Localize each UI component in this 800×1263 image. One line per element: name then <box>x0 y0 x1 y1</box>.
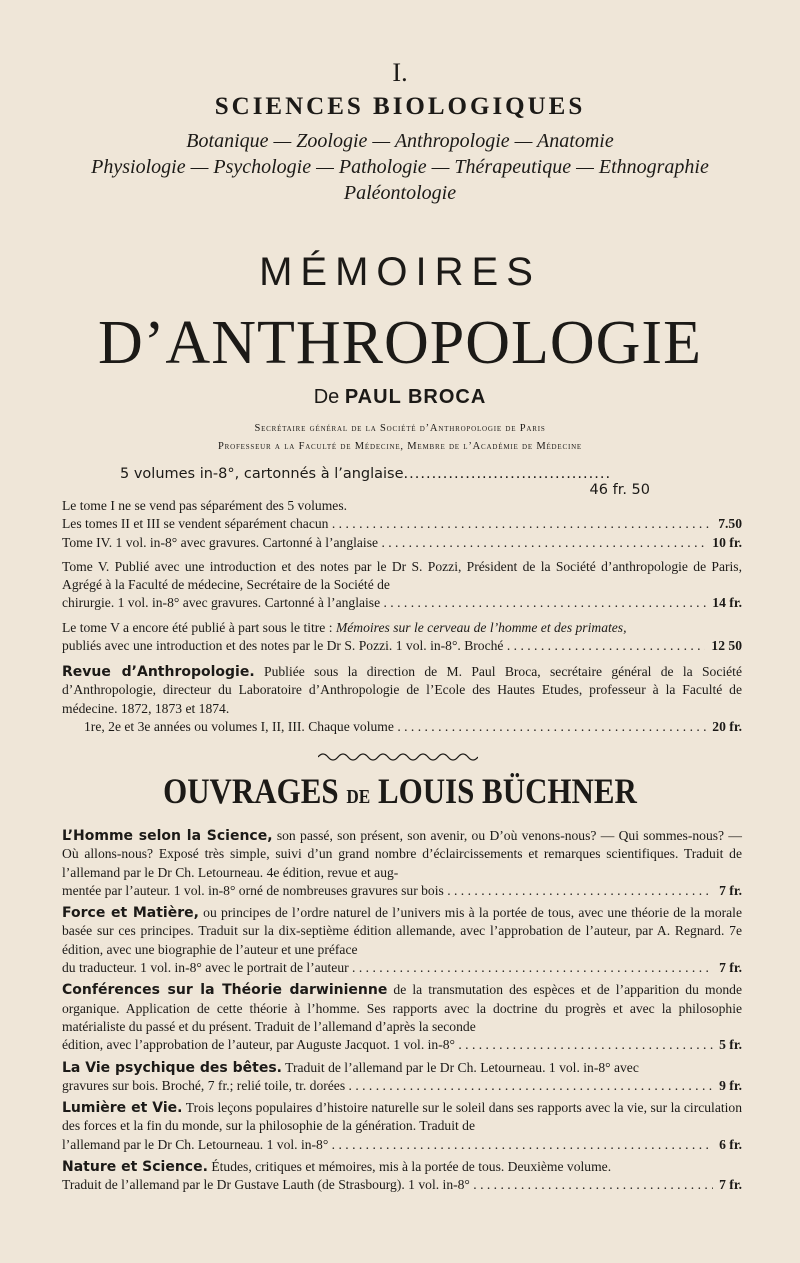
tome-4-price: 10 fr. <box>712 534 742 550</box>
subjects-line-3: Paléontologie <box>343 182 457 204</box>
buchner-title-a: OUVRAGES <box>163 771 339 811</box>
buchner-entry-lead: édition, avec l’approbation de l’auteur, par Auguste Jacquot. 1 vol. in-8° . . . <box>62 1036 713 1054</box>
buchner-entry-lead: gravures sur bois. Broché, 7 fr.; relié toile, tr. dorées . . . <box>62 1077 713 1095</box>
book-title-memoires: MÉMOIRES <box>259 250 541 294</box>
buchner-entry-head: Conférences sur la Théorie darwinienne <box>62 982 388 999</box>
buchner-entry-price: 5 fr. <box>719 1037 742 1053</box>
buchner-title-c: LOUIS BÜCHNER <box>377 771 637 811</box>
buchner-entry-text: Trois leçons populaires d’histoire naturelle sur le soleil dans ses rapports avec la vie, sur la circulation des forces et la fin du monde, sur la philosophie de la génération. Traduit de <box>62 1100 743 1134</box>
tome-5b-italic-title: Mémoires sur le cerveau de l’homme et des primates, <box>335 619 627 635</box>
author-role-2: Professeur a la Faculté de Médecine, Membre de l’Académie de Médecine <box>217 441 583 452</box>
buchner-entry-6 <box>62 1158 742 1195</box>
tome-5b-price: 12 50 <box>711 638 742 654</box>
tome1-note: Le tome I ne se vend pas séparément des 5 volumes. <box>62 498 348 513</box>
buchner-entry-head: Nature et Science. <box>62 1159 208 1176</box>
volumes-price: 46 fr. 50 <box>589 482 650 498</box>
revue-heading: Revue d’Anthropologie. <box>62 664 255 680</box>
buchner-entry-1 <box>62 827 742 900</box>
buchner-entry-2 <box>62 904 742 977</box>
buchner-entry-3 <box>62 981 742 1054</box>
buchner-entry-price-line <box>62 1176 742 1194</box>
book-title-anthropologie: D’ANTHROPOLOGIE <box>98 309 702 377</box>
buchner-entry-lead: l’allemand par le Dr Ch. Letourneau. 1 vol. in-8° . . . <box>62 1136 713 1154</box>
tomes-2-3-line <box>62 515 742 533</box>
buchner-entry-4 <box>62 1059 742 1096</box>
tome-5-text: Tome V. Publié avec une introduction et des notes par le Dr S. Pozzi, Président de la Société d’anthropologie de Paris, Agrégé à la Faculté de médecine, Secrétaire de la Société de <box>62 558 742 593</box>
buchner-entry-price: 7 fr. <box>719 882 742 898</box>
tome-5-price: 14 fr. <box>712 595 742 611</box>
buchner-entry-price-line <box>62 1136 742 1154</box>
buchner-entry-price: 6 fr. <box>719 1136 742 1152</box>
buchner-entry-head: La Vie psychique des bêtes. <box>62 1059 282 1076</box>
buchner-entry-text: Traduit de l’allemand par le Dr Ch. Letourneau. 1 vol. in-8° avec <box>285 1059 639 1075</box>
tome-5-price-line <box>62 594 742 612</box>
revue-price: 20 fr. <box>712 718 742 734</box>
buchner-entry-lead: du traducteur. 1 vol. in-8° avec le portrait de l’auteur . . . <box>62 959 713 977</box>
subjects-line-2: Physiologie — Psychologie — Pathologie — Thérapeutique — Ethnographie <box>91 156 709 178</box>
author-name: PAUL BROCA <box>344 386 487 408</box>
buchner-entry-price: 7 fr. <box>719 1177 742 1193</box>
author-role-1: Secrétaire général de la Société d’Anthropologie de Paris <box>254 423 546 434</box>
tomes-2-3-text: Les tomes II et III se vendent séparément chacun . . . <box>62 515 712 533</box>
buchner-entry-head: Lumière et Vie. <box>62 1100 183 1117</box>
revue-price-line <box>62 718 742 736</box>
tome-5b-text: Le tome V a encore été publié à part sous le titre : <box>62 619 333 635</box>
buchner-title <box>56 770 744 812</box>
volumes-price-line: 5 volumes in-8°, cartonnés à l’anglaise..................................... 46 fr. 50 <box>120 466 650 498</box>
buchner-entry-5 <box>62 1099 742 1154</box>
buchner-list <box>62 827 742 1195</box>
buchner-entry-price: 9 fr. <box>719 1077 742 1093</box>
tome-4-text: Tome IV. 1 vol. in-8° avec gravures. Cartonné à l’anglaise . . . <box>62 534 706 552</box>
buchner-entry-price-line <box>62 1077 742 1095</box>
tomes-2-3-price: 7.50 <box>718 516 742 532</box>
subjects-line-1: Botanique — Zoologie — Anthropologie — Anatomie <box>186 130 614 152</box>
author-prefix: De <box>313 386 340 408</box>
tome-5b-lead: publiés avec une introduction et des notes par le Dr S. Pozzi. 1 vol. in-8°. Broché . . . <box>62 637 705 655</box>
buchner-entry-price-line <box>62 882 742 900</box>
broca-details <box>62 497 742 655</box>
author-titles <box>0 420 800 456</box>
tome-5-lead: chirurgie. 1 vol. in-8° avec gravures. Cartonné à l’anglaise . . . <box>62 594 706 612</box>
section-number: I. <box>392 58 408 87</box>
volumes-text: 5 volumes in-8°, cartonnés à l’anglaise <box>120 466 404 482</box>
tome-5-separate-entry <box>62 619 742 656</box>
buchner-entry-lead: mentée par l’auteur. 1 vol. in-8° orné de nombreuses gravures sur bois . . . <box>62 882 713 900</box>
subject-list <box>0 128 800 206</box>
wave-ornament <box>318 751 478 763</box>
revue-lead: 1re, 2e et 3e années ou volumes I, II, III. Chaque volume . . . <box>84 718 706 736</box>
buchner-entry-text: de la transmutation des espèces et de l’apparition du monde organique. Application de cette théorie à l’homme. Ses rapports avec la doctrine du progrès et avec la philosophie matérialiste du passé et du présent. Traduit de l’allemand d’après la seconde <box>62 982 742 1034</box>
buchner-entry-price-line <box>62 959 742 977</box>
buchner-entry-head: Force et Matière, <box>62 905 199 922</box>
buchner-entry-lead: Traduit de l’allemand par le Dr Gustave Lauth (de Strasbourg). 1 vol. in-8° . . . <box>62 1176 713 1194</box>
buchner-title-b: DE <box>346 786 371 808</box>
tome-5b-price-line <box>62 637 742 655</box>
buchner-entry-price: 7 fr. <box>719 960 742 976</box>
buchner-entry-text: son passé, son présent, son avenir, ou D’où venons-nous? — Qui sommes-nous? — Où allons-nous? Exposé très simple, suivi d’un grand nombre d’éclaircissements et remarques scientifiques. Traduit de l’allemand par le Dr Ch. Letourneau. 4e édition, revue et aug- <box>62 828 742 880</box>
tome-5-entry <box>62 558 742 613</box>
buchner-entry-text: ou principes de l’ordre naturel de l’univers mis à la portée de tous, avec une théorie de la morale basée sur ces principes. Traduit sur la dix-septième édition allemande, avec l’approbation de l’auteur, par A. Regnard. 7e édition, avec une biographie de l’auteur et une préface <box>62 905 742 957</box>
revue-text: Publiée sous la direction de M. Paul Broca, secrétaire général de la Société d’Anthropologie, directeur du Laboratoire d’Anthropologie de l’Ecole des Hautes Etudes, professeur à la Faculté de médecine. 1872, 1873 et 1874. <box>62 664 742 716</box>
section-title: SCIENCES BIOLOGIQUES <box>214 93 586 120</box>
revue-entry <box>62 663 742 736</box>
buchner-entry-price-line <box>62 1036 742 1054</box>
tome-4-line <box>62 534 742 552</box>
buchner-entry-text: Études, critiques et mémoires, mis à la portée de tous. Deuxième volume. <box>211 1159 612 1175</box>
buchner-entry-head: L’Homme selon la Science, <box>62 828 273 844</box>
author-line <box>0 386 800 409</box>
